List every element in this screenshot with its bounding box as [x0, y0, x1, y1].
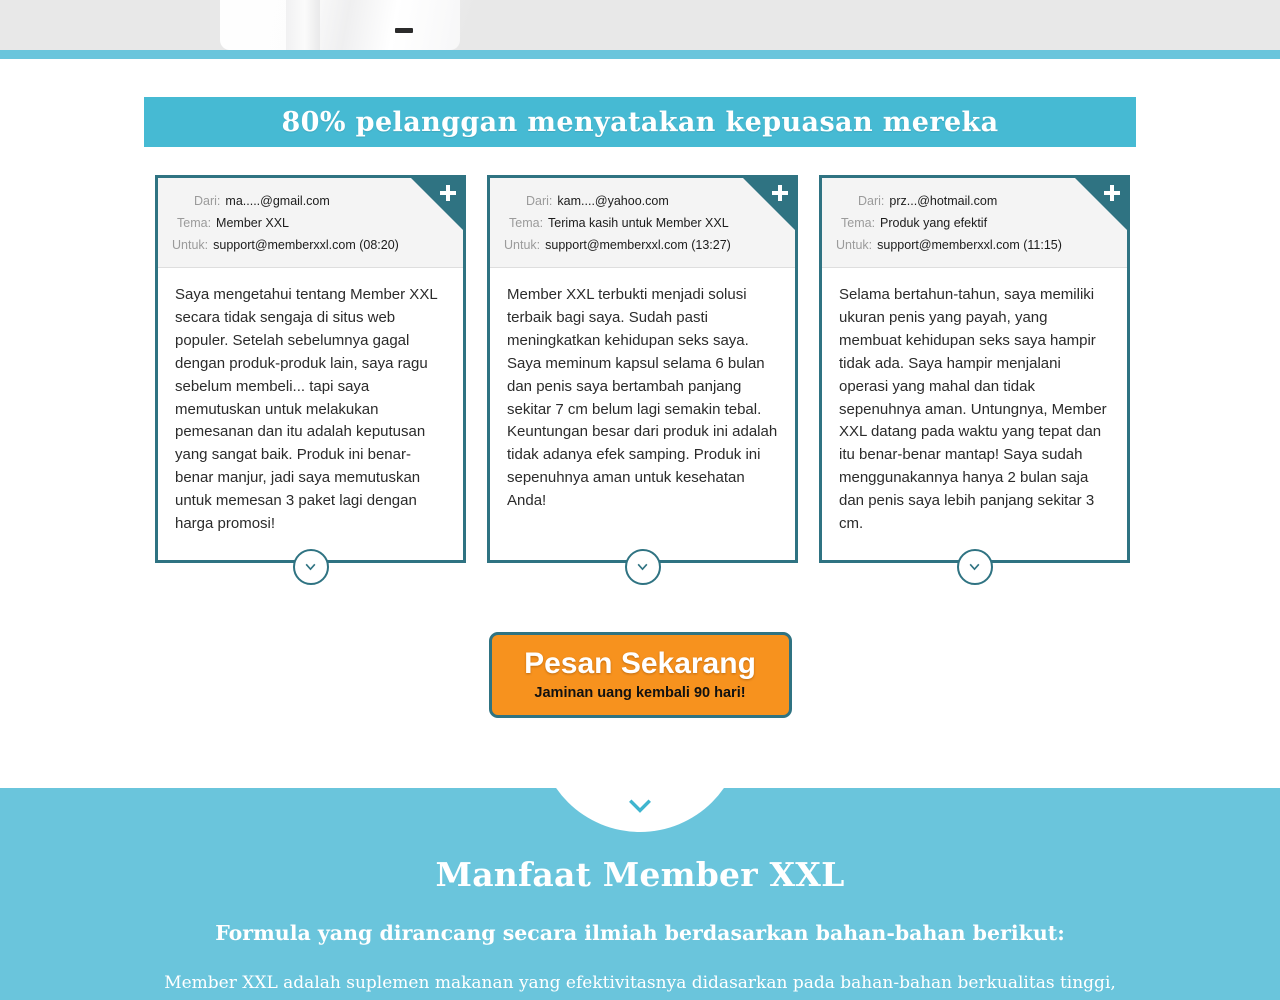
subject-label: Tema:	[841, 216, 876, 230]
benefits-paragraph: Member XXL adalah suplemen makanan yang efektivitasnya didasarkan pada bahan-bahan berkualitas tinggi,	[164, 973, 1116, 993]
testimonial-list	[155, 175, 1130, 563]
to-value: support@memberxxl.com (08:20)	[213, 238, 399, 252]
from-label: Dari:	[858, 194, 885, 208]
banner-title: 80% pelanggan menyatakan kepuasan mereka	[281, 106, 999, 138]
from-value: prz...@hotmail.com	[889, 194, 998, 208]
cta-sublabel: Jaminan uang kembali 90 hari!	[534, 685, 746, 701]
subject-value: Member XXL	[216, 216, 289, 230]
to-value: support@memberxxl.com (13:27)	[545, 238, 731, 252]
to-label: Untuk:	[504, 238, 541, 252]
expand-testimonial-button[interactable]	[625, 549, 661, 585]
testimonial-card	[487, 175, 798, 563]
testimonial-card	[819, 175, 1130, 563]
from-row	[172, 190, 449, 212]
to-label: Untuk:	[836, 238, 873, 252]
from-row	[836, 190, 1113, 212]
testimonial-body: Selama bertahun-tahun, saya memiliki ukuran penis yang payah, yang membuat kehidupan seks saya hampir tidak ada. Saya hampir menjalani operasi yang mahal dan tidak sepenuhnya aman. Untungnya, Member XXL datang pada waktu yang tepat dan itu benar-benar mantap! Saya sudah menggunakannya hanya 2 bulan saja dan penis saya lebih panjang sekitar 3 cm.	[839, 286, 1107, 533]
plus-icon[interactable]	[1104, 185, 1120, 201]
from-row	[504, 190, 781, 212]
to-value: support@memberxxl.com (11:15)	[877, 238, 1062, 252]
subject-row	[172, 212, 449, 234]
subject-value: Terima kasih untuk Member XXL	[548, 216, 729, 230]
testimonial-header	[158, 178, 463, 268]
from-label: Dari:	[194, 194, 221, 208]
testimonial-header	[490, 178, 795, 268]
benefits-subtitle: Formula yang dirancang secara ilmiah berdasarkan bahan-bahan berikut:	[215, 921, 1065, 945]
order-now-button[interactable]	[489, 632, 792, 718]
cta-section	[0, 632, 1280, 718]
chevron-down-icon	[636, 560, 649, 573]
coat-button	[395, 28, 413, 33]
to-label: Untuk:	[172, 238, 209, 252]
testimonial-body: Member XXL terbukti menjadi solusi terbaik bagi saya. Sudah pasti meningkatkan kehidupan seks saya. Saya meminum kapsul selama 6 bulan dan penis saya bertambah panjang sekitar 7 cm belum lagi semakin tebal. Keuntungan besar dari produk ini adalah tidak adanya efek samping. Produk ini sepenuhnya aman untuk kesehatan Anda!	[507, 286, 778, 510]
benefits-content	[0, 788, 1280, 993]
cta-label: Pesan Sekarang	[524, 647, 756, 680]
testimonial-header	[822, 178, 1127, 268]
hero-divider-bar	[0, 50, 1280, 59]
coat-fold	[286, 0, 320, 50]
to-row	[836, 234, 1113, 256]
from-label: Dari:	[526, 194, 553, 208]
plus-icon[interactable]	[772, 185, 788, 201]
chevron-down-icon	[968, 560, 981, 573]
expand-testimonial-button[interactable]	[293, 549, 329, 585]
from-value: kam....@yahoo.com	[557, 194, 669, 208]
to-row	[172, 234, 449, 256]
chevron-down-icon	[304, 560, 317, 573]
subject-row	[504, 212, 781, 234]
subject-value: Produk yang efektif	[880, 216, 988, 230]
doctor-photo	[180, 0, 520, 50]
testimonial-card	[155, 175, 466, 563]
plus-icon[interactable]	[440, 185, 456, 201]
expand-testimonial-button[interactable]	[957, 549, 993, 585]
subject-row	[836, 212, 1113, 234]
satisfaction-banner	[144, 97, 1136, 147]
hero-image-strip	[0, 0, 1280, 50]
benefits-title: Manfaat Member XXL	[435, 855, 845, 894]
subject-label: Tema:	[177, 216, 212, 230]
to-row	[504, 234, 781, 256]
testimonial-body: Saya mengetahui tentang Member XXL secara tidak sengaja di situs web populer. Setelah sebelumnya gagal dengan produk-produk lain, saya ragu sebelum membeli... tapi saya memutuskan untuk melakukan pemesanan dan itu adalah keputusan yang sangat baik. Produk ini benar-benar manjur, jadi saya memutuskan untuk memesan 3 paket lagi dengan harga promosi!	[175, 286, 438, 533]
lab-coat	[220, 0, 460, 50]
subject-label: Tema:	[509, 216, 544, 230]
benefits-section	[0, 788, 1280, 1000]
from-value: ma.....@gmail.com	[225, 194, 330, 208]
